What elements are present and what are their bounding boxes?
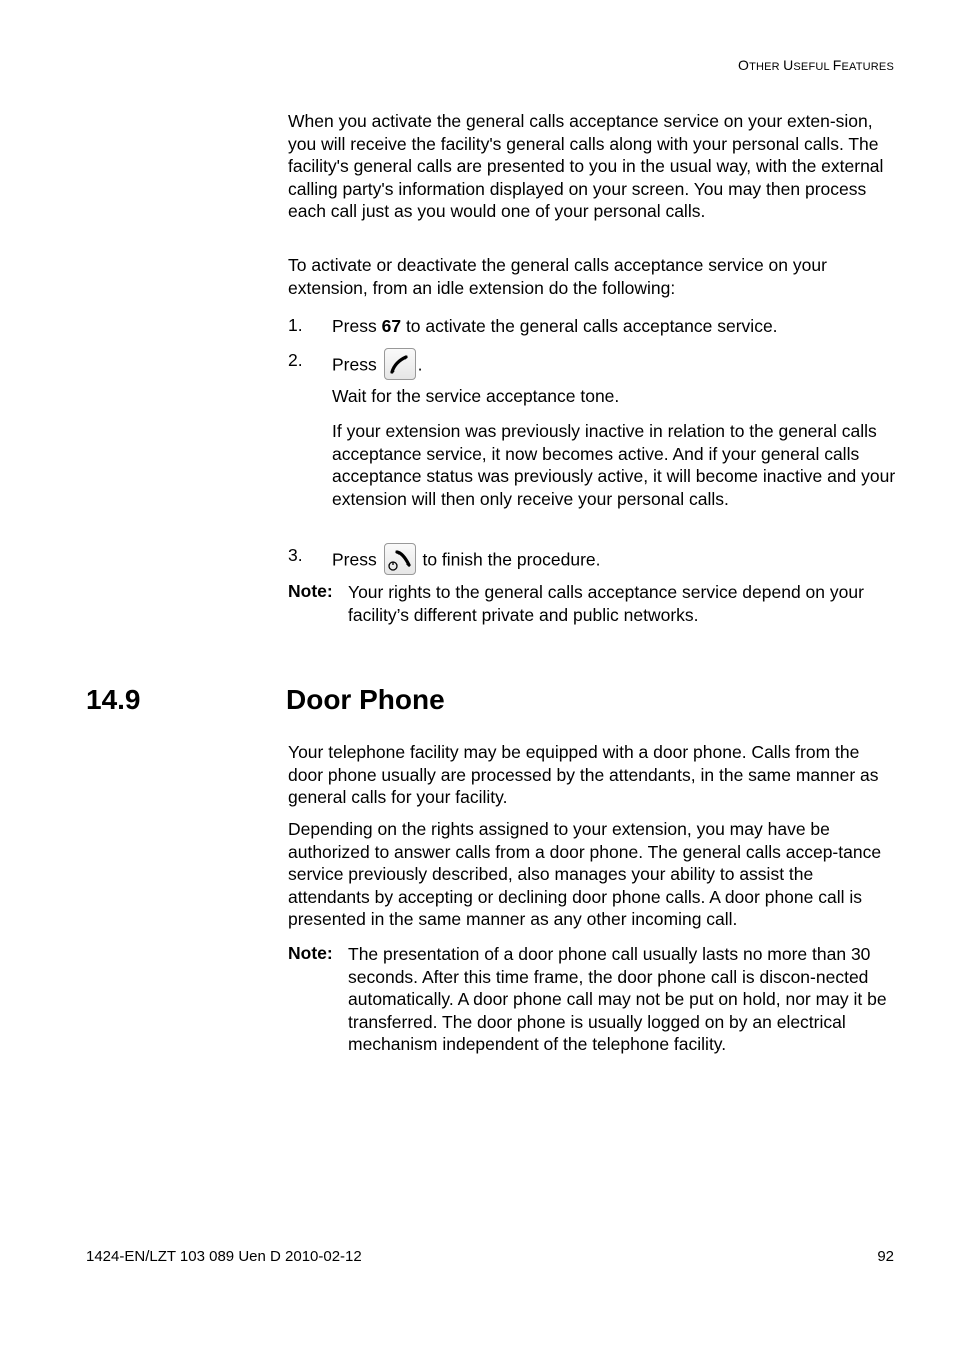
running-head-part: THER [749, 61, 784, 73]
note-1-label: Note: [288, 581, 333, 601]
handset-onhook-icon [384, 543, 416, 575]
intro-paragraph-1-text: When you activate the general calls acceptance service on your exten-sion, you will receive the facility's general calls along with your personal calls. The facility's general calls are presented to you in the usual way, with the external calling party's information displayed on your screen. You may then process each call just as you would one of your personal calls. [288, 111, 884, 222]
step-1-suffix: to activate the general calls acceptance service. [401, 316, 778, 336]
step-2-prefix: Press [332, 354, 382, 375]
section-title: Door Phone [286, 684, 445, 715]
running-head-part: F [832, 57, 842, 73]
running-head-part: SEFUL [793, 61, 833, 73]
page-number: 92 [877, 1248, 894, 1265]
step-2-suffix: . [417, 354, 423, 375]
step-1-code: 67 [381, 316, 402, 336]
running-head-part: O [737, 57, 750, 73]
handset-offhook-icon [384, 348, 416, 380]
step-1-number: 1. [288, 315, 303, 335]
section-number: 14.9 [86, 684, 141, 715]
step-3-suffix: to finish the procedure. [417, 549, 601, 570]
intro-paragraph-1 [288, 110, 898, 223]
step-2-detail: If your extension was previously inactive in relation to the general calls acceptance service, it now becomes active. And if your general calls acceptance status was previously active, it will become inactive and your extension will then only receive your personal calls. [332, 421, 896, 509]
note-2-label: Note: [288, 943, 333, 963]
running-head [738, 57, 894, 73]
step-3-number: 3. [288, 545, 303, 565]
step-3-text [332, 545, 898, 577]
footer-doc-id: 1424-EN/LZT 103 089 Uen D 2010-02-12 [86, 1248, 362, 1265]
note-1-text: Your rights to the general calls acceptance service depend on your facility’s different private and public networks. [348, 582, 864, 625]
step-2-text [332, 350, 898, 382]
step-1-text [332, 315, 898, 338]
running-head-part: U [783, 57, 794, 73]
step-1-prefix: Press [332, 316, 382, 336]
section-paragraph-2-text: Depending on the rights assigned to your extension, you may have be authorized to answer calls from a door phone. The general calls accep-tance service previously described, also manages your ability to assist the attendants by accepting or declining door phone calls. A door phone call is presented in the same manner as any other incoming call. [288, 819, 882, 930]
note-2-text: The presentation of a door phone call usually lasts no more than 30 seconds. After this time frame, the door phone call is discon-nected automatically. A door phone call may not be put on hold, nor may it be transferred. The door phone is usually logged on by an electrical mechanism independent of the telephone facility. [348, 944, 887, 1055]
section-paragraph-1-text: Your telephone facility may be equipped with a door phone. Calls from the door phone usually are processed by the attendants, in the same manner as general calls for your facility. [288, 742, 879, 808]
step-2-number: 2. [288, 350, 303, 370]
section-paragraph-1 [288, 741, 898, 809]
running-head-part: EATURES [841, 61, 894, 73]
intro-paragraph-2 [288, 254, 898, 299]
step-3-prefix: Press [332, 549, 382, 570]
section-paragraph-2 [288, 818, 898, 931]
intro-paragraph-2-text: To activate or deactivate the general calls acceptance service on your extension, from an idle extension do the following: [288, 255, 827, 298]
step-2-wait: Wait for the service acceptance tone. [332, 386, 620, 406]
